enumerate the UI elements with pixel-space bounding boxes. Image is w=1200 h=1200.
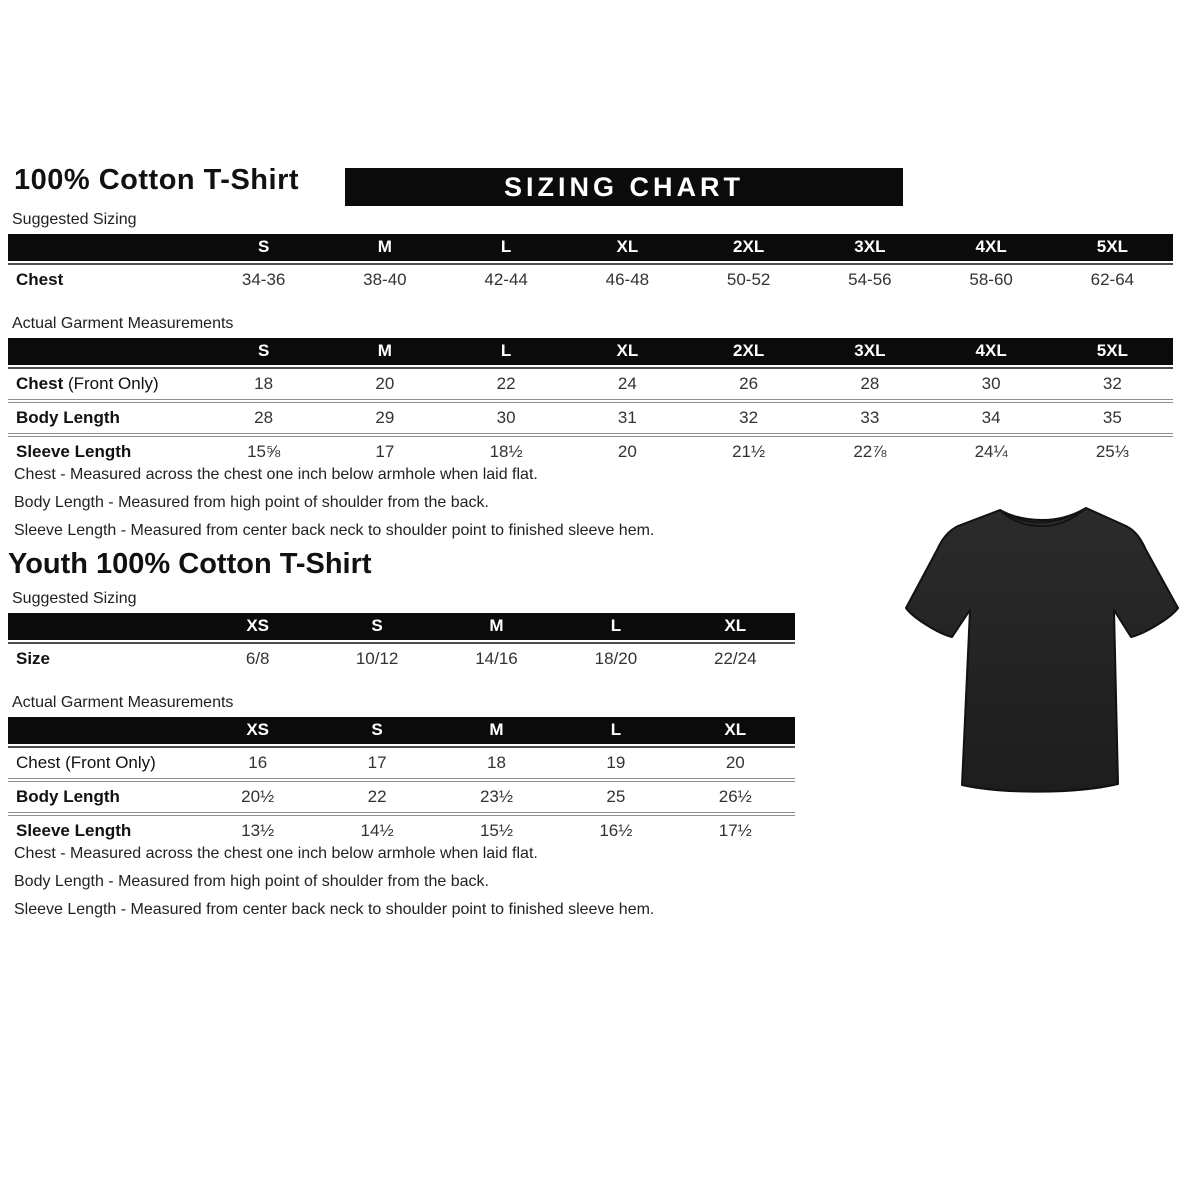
tshirt-body-shape (906, 508, 1178, 792)
value-cell: 32 (1102, 374, 1122, 393)
value-cell: 17 (367, 753, 387, 772)
note-sleeve-length: Sleeve Length - Measured from center back neck to shoulder point to finished sleeve hem. (14, 522, 655, 539)
value-cell: 16 (248, 753, 268, 772)
youth-suggested-table (8, 613, 795, 674)
value-cell: 16½ (599, 821, 633, 840)
adult-suggested-label: Suggested Sizing (12, 211, 137, 228)
column-header-2xl: 2XL (688, 234, 809, 261)
value-cell: 29 (375, 408, 395, 427)
value-cell: 20 (725, 753, 745, 772)
column-header-s: S (317, 613, 436, 640)
column-header-s: S (317, 717, 436, 744)
column-header-spacer (8, 717, 198, 744)
value-cell: 34 (981, 408, 1001, 427)
column-header-xs: XS (198, 613, 317, 640)
column-header-5xl: 5XL (1052, 338, 1173, 365)
value-cell: 31 (617, 408, 637, 427)
value-cell: 62-64 (1090, 270, 1135, 289)
value-cell: 14½ (360, 821, 394, 840)
row-label (8, 369, 203, 399)
sizing-chart-banner-label: SIZING CHART (504, 171, 744, 202)
value-cell: 18 (254, 374, 274, 393)
value-cell: 46-48 (605, 270, 650, 289)
value-cell: 30 (496, 408, 516, 427)
row-label-suffix: (Front Only) (63, 374, 159, 393)
value-cell: 23½ (479, 787, 514, 806)
row-label-text: Chest (16, 374, 64, 393)
note-chest: Chest - Measured across the chest one inch below armhole when laid flat. (14, 466, 538, 483)
value-cell: 22 (367, 787, 387, 806)
column-header-xs: XS (198, 717, 317, 744)
adult-actual-label: Actual Garment Measurements (12, 315, 234, 332)
value-cell: 10/12 (355, 649, 399, 668)
column-header-xl: XL (567, 234, 688, 261)
value-cell: 13½ (241, 821, 275, 840)
column-header-spacer (8, 613, 198, 640)
column-header-4xl: 4XL (931, 234, 1052, 261)
column-header-m: M (324, 338, 445, 365)
value-cell: 17½ (718, 821, 752, 840)
row-label-text: Size (16, 649, 51, 668)
column-header-m: M (437, 613, 556, 640)
value-cell: 54-56 (848, 270, 892, 289)
note-body-length: Body Length - Measured from high point of shoulder from the back. (14, 494, 489, 511)
value-cell: 20 (375, 374, 395, 393)
youth-title: Youth 100% Cotton T-Shirt (8, 548, 372, 580)
row-label-text: Chest (Front Only) (16, 753, 156, 772)
value-cell: 24¼ (974, 442, 1008, 461)
row-label (8, 644, 198, 674)
note-body-length: Body Length - Measured from high point of shoulder from the back. (14, 873, 489, 890)
value-cell: 14/16 (475, 649, 518, 668)
column-header-xl: XL (676, 613, 795, 640)
value-cell: 18½ (489, 442, 523, 461)
value-cell: 25⅓ (1095, 442, 1129, 461)
column-header-l: L (556, 717, 675, 744)
youth-actual-label: Actual Garment Measurements (12, 694, 234, 711)
column-header-m: M (437, 717, 556, 744)
value-cell: 26½ (718, 787, 752, 806)
value-cell: 42-44 (484, 270, 528, 289)
row-label (8, 748, 198, 778)
note-chest: Chest - Measured across the chest one inch below armhole when laid flat. (14, 845, 538, 862)
column-header-3xl: 3XL (809, 338, 930, 365)
value-cell: 18/20 (594, 649, 638, 668)
youth-suggested-section (8, 590, 795, 674)
column-header-5xl: 5XL (1052, 234, 1173, 261)
sizing-chart-banner (345, 168, 903, 206)
value-cell: 28 (254, 408, 274, 427)
adult-suggested-section (8, 211, 1173, 295)
column-header-2xl: 2XL (688, 338, 809, 365)
adult-actual-section (8, 315, 1173, 467)
column-header-m: M (324, 234, 445, 261)
value-cell: 30 (981, 374, 1001, 393)
value-cell: 50-52 (726, 270, 771, 289)
value-cell: 28 (860, 374, 880, 393)
value-cell: 34-36 (241, 270, 286, 289)
column-header-l: L (446, 338, 567, 365)
value-cell: 15½ (479, 821, 514, 840)
column-header-xl: XL (676, 717, 795, 744)
value-cell: 18 (487, 753, 506, 772)
value-cell: 21½ (732, 442, 766, 461)
value-cell: 35 (1102, 408, 1122, 427)
value-cell: 19 (606, 753, 626, 772)
column-header-spacer (8, 234, 203, 261)
adult-notes (14, 461, 654, 545)
row-label (8, 265, 203, 295)
column-header-4xl: 4XL (931, 338, 1052, 365)
note-sleeve-length: Sleeve Length - Measured from center back neck to shoulder point to finished sleeve hem. (14, 901, 655, 918)
youth-suggested-label: Suggested Sizing (12, 590, 137, 607)
value-cell: 6/8 (245, 649, 270, 668)
row-label-text: Sleeve Length (16, 442, 132, 461)
value-cell: 25 (606, 787, 626, 806)
adult-suggested-table (8, 234, 1173, 295)
row-label (8, 403, 203, 433)
value-cell: 58-60 (969, 270, 1013, 289)
row-label-text: Sleeve Length (16, 821, 132, 840)
value-cell: 24 (617, 374, 637, 393)
value-cell: 17 (375, 442, 395, 461)
value-cell: 26 (739, 374, 759, 393)
value-cell: 15⅝ (247, 442, 281, 461)
tshirt-product-image (890, 492, 1195, 807)
value-cell: 22 (496, 374, 516, 393)
column-header-3xl: 3XL (809, 234, 930, 261)
row-label-text: Body Length (16, 408, 120, 427)
value-cell: 33 (860, 408, 880, 427)
column-header-l: L (446, 234, 567, 261)
column-header-xl: XL (567, 338, 688, 365)
page-title: 100% Cotton T-Shirt (14, 164, 300, 196)
row-label-text: Chest (16, 270, 64, 289)
value-cell: 38-40 (363, 270, 407, 289)
value-cell: 20 (617, 442, 637, 461)
column-header-l: L (556, 613, 675, 640)
column-header-spacer (8, 338, 203, 365)
value-cell: 22/24 (714, 649, 757, 668)
youth-actual-table (8, 717, 795, 846)
value-cell: 22⅞ (853, 442, 887, 461)
youth-notes (14, 840, 654, 924)
row-label (8, 782, 198, 812)
column-header-s: S (203, 338, 324, 365)
value-cell: 20½ (241, 787, 275, 806)
row-label-text: Body Length (16, 787, 120, 806)
youth-actual-section (8, 694, 795, 846)
column-header-s: S (203, 234, 324, 261)
adult-actual-table (8, 338, 1173, 467)
value-cell: 32 (739, 408, 759, 427)
